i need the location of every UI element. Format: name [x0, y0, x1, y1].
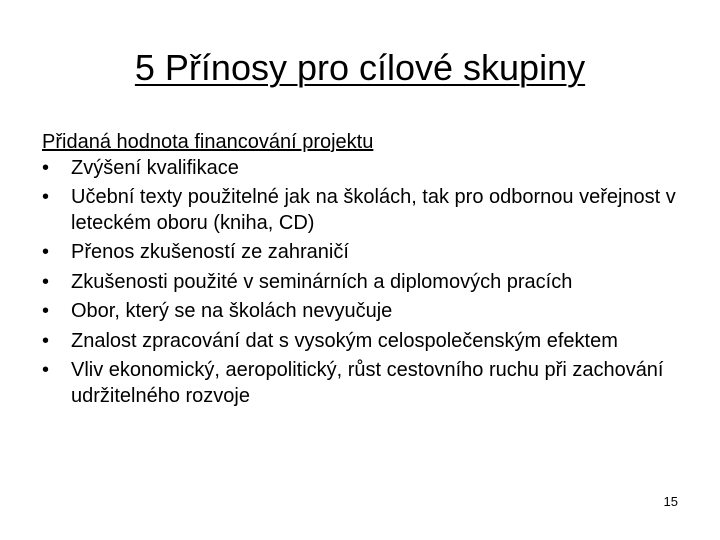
bullet-icon: •	[42, 186, 50, 208]
section-subtitle: Přidaná hodnota financování projektu	[42, 131, 374, 153]
list-item-text: Vliv ekonomický, aeropolitický, růst cestovního ruchu při zachování udržitelného rozvoje	[71, 359, 664, 407]
bullet-list	[42, 156, 682, 410]
list-item	[42, 299, 682, 325]
bullet-icon: •	[42, 156, 50, 179]
bullet-icon: •	[42, 359, 50, 381]
slide-content	[42, 130, 682, 413]
bullet-icon: •	[42, 241, 50, 263]
list-item-text: Přenos zkušeností ze zahraničí	[71, 241, 349, 263]
list-item	[42, 156, 682, 182]
page-number: 15	[663, 494, 678, 509]
bullet-icon: •	[42, 300, 50, 322]
list-item-text: Zkušenosti použité v seminárních a diplomových pracích	[71, 270, 573, 293]
list-item-text: Obor, který se na školách nevyučuje	[71, 300, 393, 322]
list-item-text: Učební texty použitelné jak na školách, tak pro odbornou veřejnost v leteckém oboru (kniha, CD)	[71, 186, 676, 234]
list-item	[42, 270, 682, 296]
list-item	[42, 329, 682, 355]
list-item	[42, 185, 682, 236]
slide-title: 5 Přínosy pro cílové skupiny	[134, 47, 586, 88]
list-item	[42, 240, 682, 266]
bullet-icon: •	[42, 329, 50, 352]
list-item-text: Znalost zpracování dat s vysokým celospolečenským efektem	[71, 329, 618, 352]
bullet-icon: •	[42, 270, 50, 293]
list-item	[42, 358, 682, 409]
list-item-text: Zvýšení kvalifikace	[71, 156, 239, 179]
